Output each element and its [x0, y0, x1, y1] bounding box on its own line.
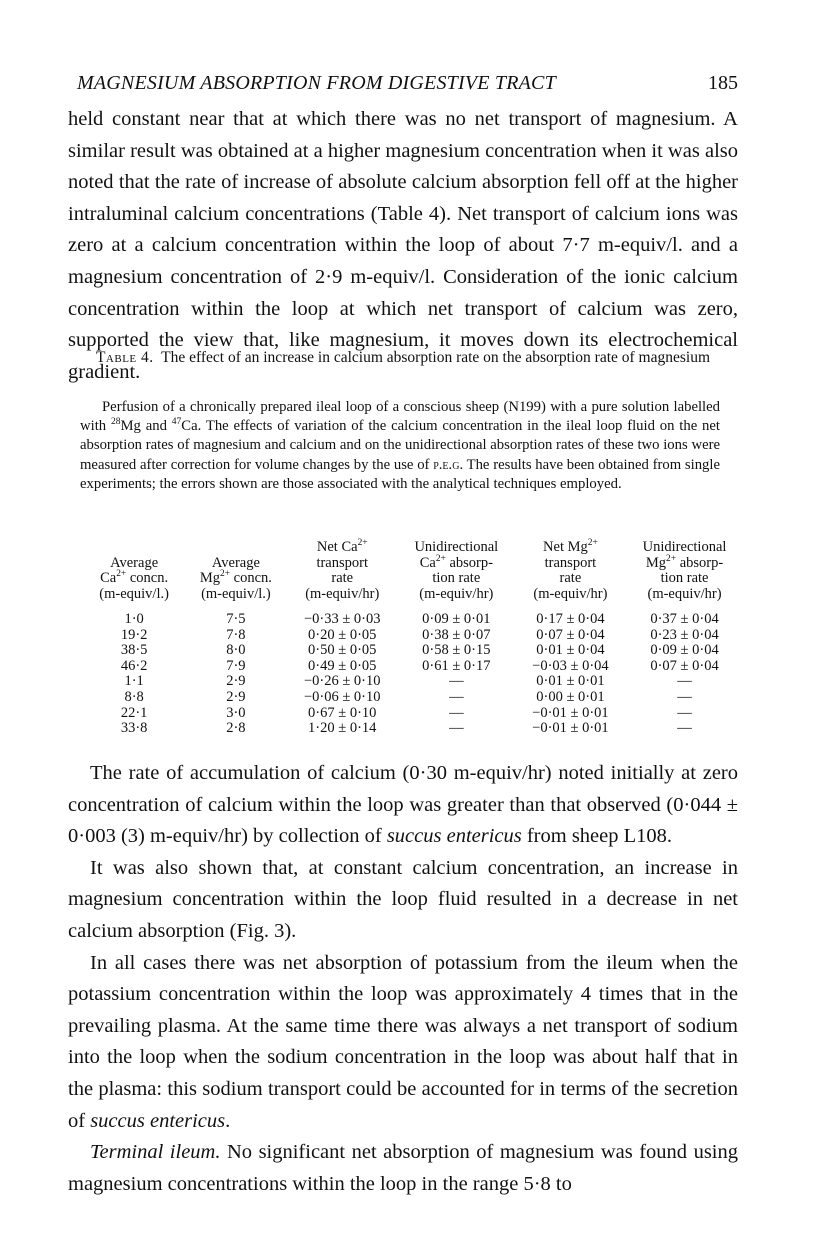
col-header-avg-ca: Average $Ca^{2+}$ concn. (m-equiv/l.)	[99, 554, 169, 602]
paragraph: It was also shown that, at constant calcium concentration, an increase in magnesium concentration within the loop fluid resulted in a decrease in net calcium absorption (Fig. 3).	[68, 856, 738, 942]
paragraph: The rate of accumulation of calcium (0·30 m-equiv/hr) noted initially at zero concentration of calcium within the loop was greater than that observed (0·044 ± 0·003 (3) m-equiv/hr) by collection of succus entericus from sheep L108.	[68, 762, 738, 848]
data-table	[84, 540, 744, 737]
page-number: 185	[708, 72, 738, 94]
running-title: MAGNESIUM ABSORPTION FROM DIGESTIVE TRACT	[77, 72, 556, 94]
paragraph: In all cases there was net absorption of potassium from the ileum when the potassium concentration within the loop was approximately 4 times that in the prevailing plasma. At the same time there was always a net transport of sodium into the loop when the sodium concentration in the loop was about half that in the plasma: this sodium transport could be accounted for in terms of the secretion of succus entericus.	[68, 951, 738, 1132]
table-row: 46·2 7·9 0·49 ± 0·05 0·61 ± 0·17 −0·03 ± 0·04 0·07 ± 0·04	[120, 657, 719, 674]
table-header-row	[84, 540, 744, 612]
table-row: 8·8 2·9 −0·06 ± 0·10 — 0·00 ± 0·01 —	[124, 688, 692, 705]
col-header-net-ca: Net $Ca^{2+}$ transport rate (m-equiv/hr)	[305, 538, 380, 602]
table-row: 38·5 8·0 0·50 ± 0·05 0·58 ± 0·15 0·01 ± 0·04 0·09 ± 0·04	[120, 642, 719, 659]
col-header-avg-mg: Average $Mg^{2+}$ concn. (m-equiv/l.)	[199, 554, 272, 602]
table-caption-text: The effect of an increase in calcium absorption rate on the absorption rate of magnesium	[161, 349, 711, 366]
table-row: 1·0 7·5 −0·33 ± 0·03 0·09 ± 0·01 0·17 ± 0·04 0·37 ± 0·04	[124, 611, 719, 627]
paragraph: Terminal ileum. No significant net absorption of magnesium was found using magnesium concentrations within the loop in the range 5·8 to	[68, 1141, 738, 1195]
col-header-net-mg: Net $Mg^{2+}$ transport rate (m-equiv/hr)	[533, 538, 608, 602]
table-note: Perfusion of a chronically prepared ileal loop of a conscious sheep (N199) with a pure solution labelled with $^{28}$Mg and $^{47}$Ca. The effects of variation of the calcium concentration in the ileal loop fluid on the net absorption rates of magnesium and calcium and on the unidirectional absorption rates of these two ions were measured after correction for volume changes by the use of p.e.g. The results have been obtained from single experiments; the errors shown are those associated with the analytical techniques employed.	[80, 399, 720, 492]
paragraph: held constant near that at which there was no net transport of magnesium. A similar result was obtained at a higher magnesium concentration when it was also noted that the rate of increase of absolute calcium absorption fell off at the higher intraluminal calcium concentrations (Table 4). Net transport of calcium ions was zero at a calcium concentration within the loop of about 7·7 m-equiv/l. and a magnesium concentration of 2·9 m-equiv/l. Consideration of the ionic calcium concentration within the loop at which net transport of calcium was zero, supported the view that, like magnesium, it moves down its electrochemical gradient.	[68, 108, 738, 383]
table-row: 22·1 3·0 0·67 ± 0·10 — −0·01 ± 0·01 —	[120, 704, 692, 721]
col-header-unidir-mg: Unidirectional $Mg^{2+}$ absorp- tion rate (m-equiv/hr)	[642, 539, 727, 602]
table-row: 33·8 2·8 1·20 ± 0·14 — −0·01 ± 0·01 —	[120, 720, 692, 737]
running-head	[68, 72, 738, 102]
table-row: 19·2 7·8 0·20 ± 0·05 0·38 ± 0·07 0·07 ± 0·04 0·23 ± 0·04	[120, 626, 719, 643]
table-label: Table 4.	[95, 349, 154, 366]
table-row: 1·1 2·9 −0·26 ± 0·10 — 0·01 ± 0·01 —	[124, 673, 692, 690]
body-after-table	[68, 758, 738, 1200]
table-caption	[68, 346, 738, 369]
col-header-unidir-ca: Unidirectional $Ca^{2+}$ absorp- tion rate (m-equiv/hr)	[414, 539, 499, 602]
section-heading-inline: Terminal ileum.	[90, 1141, 221, 1164]
peg-abbrev: p.e.g.	[433, 456, 464, 473]
